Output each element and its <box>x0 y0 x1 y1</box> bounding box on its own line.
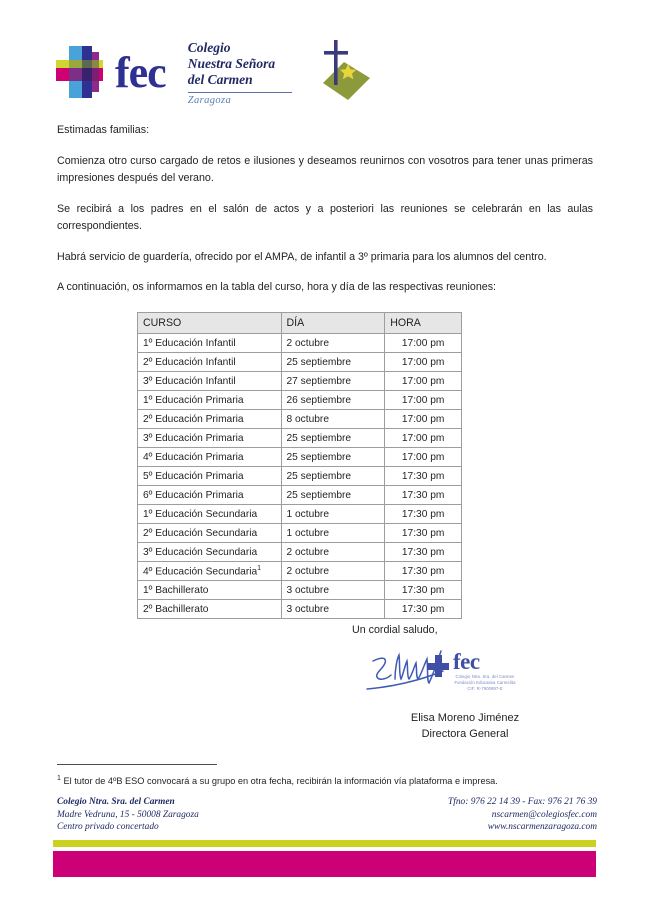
letter-greeting: Estimadas familias: <box>57 124 150 136</box>
footer-center-type: Centro privado concertado <box>57 822 159 833</box>
cell-hora: 17:30 pm <box>385 562 462 581</box>
schedule-table-body <box>138 334 462 619</box>
footnote-text: El tutor de 4ºB ESO convocará a su grupo en otra fecha, recibirán la información vía plataforma e impresa. <box>63 776 498 787</box>
cell-hora: 17:00 pm <box>385 429 462 448</box>
cell-hora: 17:00 pm <box>385 448 462 467</box>
cell-dia: 27 septiembre <box>281 372 385 391</box>
cell-curso: 3º Educación Primaria <box>138 429 282 448</box>
column-header-hora: HORA <box>385 313 462 334</box>
table-row <box>138 372 462 391</box>
cell-dia: 26 septiembre <box>281 391 385 410</box>
school-name-line-2: Nuestra Señora <box>187 56 276 71</box>
cell-curso: 1º Educación Primaria <box>138 391 282 410</box>
table-row <box>138 562 462 581</box>
fec-cross-logo-icon <box>56 46 108 98</box>
stamp-line-2: Fundación Educativa Carmelita <box>454 680 516 685</box>
letter-body <box>57 122 593 297</box>
cell-dia: 25 septiembre <box>281 429 385 448</box>
school-stamp <box>427 649 523 695</box>
stamp-wordmark: fec <box>453 649 480 674</box>
letter-paragraph-2: Se recibirá a los padres en el salón de actos y a posteriori las reuniones se celebrarán en las aulas correspondientes. <box>57 202 593 232</box>
cell-dia: 2 octubre <box>281 334 385 353</box>
cell-hora: 17:30 pm <box>385 486 462 505</box>
cell-hora: 17:30 pm <box>385 543 462 562</box>
table-row <box>138 467 462 486</box>
table-row <box>138 486 462 505</box>
cell-dia: 25 septiembre <box>281 486 385 505</box>
cell-dia: 2 octubre <box>281 543 385 562</box>
cell-hora: 17:30 pm <box>385 467 462 486</box>
school-city-label: Zaragoza <box>187 95 232 106</box>
table-row <box>138 410 462 429</box>
letter-paragraph-1: Comienza otro curso cargado de retos e ilusiones y deseamos reunirnos con vosotros para tener unas primeras impresiones después del verano. <box>57 154 593 184</box>
letter-paragraph-3: Habrá servicio de guardería, ofrecido por el AMPA, de infantil a 3º primaria para los alumnos del centro. <box>57 250 547 263</box>
cell-curso: 6º Educación Primaria <box>138 486 282 505</box>
footnote-divider <box>57 764 217 765</box>
cell-hora: 17:00 pm <box>385 353 462 372</box>
cell-curso: 2º Educación Secundaria <box>138 524 282 543</box>
footer-phone-fax: Tfno: 976 22 14 39 - Fax: 976 21 76 39 <box>448 797 597 807</box>
footer-address-block <box>57 796 199 834</box>
school-name-line-1: Colegio <box>187 40 231 55</box>
school-name-divider <box>188 92 292 93</box>
cell-dia: 3 octubre <box>281 581 385 600</box>
table-header-row <box>138 313 462 334</box>
table-row <box>138 505 462 524</box>
table-row <box>138 353 462 372</box>
school-name-line-3: del Carmen <box>187 72 253 87</box>
cell-curso: 4º Educación Primaria <box>138 448 282 467</box>
footer-bar-green <box>53 840 596 847</box>
cell-curso: 5º Educación Primaria <box>138 467 282 486</box>
footer-contact-block <box>448 796 597 834</box>
cell-hora: 17:00 pm <box>385 372 462 391</box>
cell-hora: 17:30 pm <box>385 524 462 543</box>
cell-hora: 17:30 pm <box>385 600 462 619</box>
cell-hora: 17:00 pm <box>385 391 462 410</box>
table-row <box>138 581 462 600</box>
letter-paragraph-4: A continuación, os informamos en la tabla del curso, hora y día de las respectivas reuniones: <box>57 281 497 293</box>
cell-dia: 1 octubre <box>281 524 385 543</box>
stamp-line-3: CIF: R-7900897-E <box>467 686 503 691</box>
footnote <box>57 772 597 788</box>
cell-dia: 3 octubre <box>281 600 385 619</box>
column-header-curso: CURSO <box>138 313 282 334</box>
table-row <box>138 448 462 467</box>
fec-wordmark: fec <box>115 48 166 97</box>
footer-bar-magenta <box>53 851 596 877</box>
table-row <box>138 391 462 410</box>
signer-title: Directora General <box>421 728 509 740</box>
footer-school-name: Colegio Ntra. Sra. del Carmen <box>57 797 175 807</box>
stamp-line-1: Colegio Ntra. Sra. del Carmen <box>455 674 515 679</box>
table-row <box>138 600 462 619</box>
schedule-table <box>137 312 462 619</box>
footer-website[interactable]: www.nscarmenzaragoza.com <box>487 822 597 833</box>
signer-name: Elisa Moreno Jiménez <box>410 712 520 724</box>
cross-and-diamond-emblem-icon <box>313 38 377 106</box>
cell-hora: 17:00 pm <box>385 334 462 353</box>
footer-street-address: Madre Vedruna, 15 - 50008 Zaragoza <box>57 809 199 820</box>
schedule-table-wrapper <box>137 312 462 619</box>
cell-curso: 1º Educación Secundaria <box>138 505 282 524</box>
table-row <box>138 429 462 448</box>
signature-area <box>365 645 525 707</box>
cell-dia: 1 octubre <box>281 505 385 524</box>
cell-dia: 25 septiembre <box>281 467 385 486</box>
school-name-block <box>188 40 292 106</box>
cell-curso: 2º Educación Infantil <box>138 353 282 372</box>
cell-curso: 3º Educación Secundaria <box>138 543 282 562</box>
footnote-marker: 1 <box>57 775 61 782</box>
cell-curso: 2º Educación Primaria <box>138 410 282 429</box>
signer-block <box>345 710 585 742</box>
cell-hora: 17:00 pm <box>385 410 462 429</box>
cell-curso: 4º Educación Secundaria$^1$ <box>138 562 282 581</box>
table-row <box>138 524 462 543</box>
cell-dia: 25 septiembre <box>281 353 385 372</box>
cell-footnote-marker: 1 <box>257 564 262 572</box>
closing-salutation: Un cordial saludo, <box>352 624 438 636</box>
footer-email[interactable]: nscarmen@colegiosfec.com <box>491 809 597 820</box>
cell-curso: 3º Educación Infantil <box>138 372 282 391</box>
cell-hora: 17:30 pm <box>385 505 462 524</box>
column-header-dia: DÍA <box>281 313 385 334</box>
cell-dia: 2 octubre <box>281 562 385 581</box>
table-row <box>138 543 462 562</box>
table-row <box>138 334 462 353</box>
cell-hora: 17:30 pm <box>385 581 462 600</box>
cell-dia: 25 septiembre <box>281 448 385 467</box>
cell-curso: 1º Educación Infantil <box>138 334 282 353</box>
cell-dia: 8 octubre <box>281 410 385 429</box>
stamp-text-block <box>444 674 526 692</box>
cell-curso: 1º Bachillerato <box>138 581 282 600</box>
cell-curso: 2º Bachillerato <box>138 600 282 619</box>
